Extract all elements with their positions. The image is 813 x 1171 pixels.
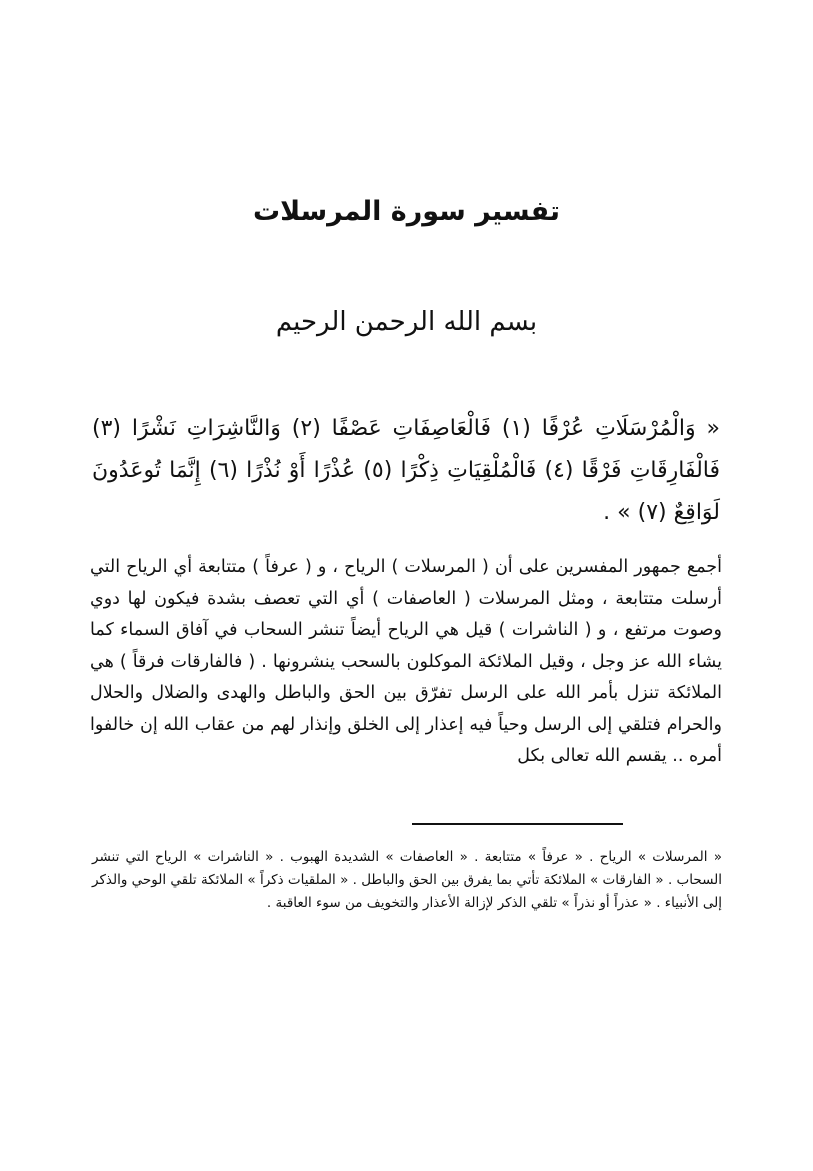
page-title: تفسير سورة المرسلات bbox=[252, 196, 561, 227]
footnote: « المرسلات » الرياح . « عرفاً » متتابعة . « العاصفات » الشديدة الهبوب . « الناشرات » الرياح التي تنشر السحاب . « الفارقات » الملائكة تأتي بما يفرق بين الحق والباطل . « الملقيات ذكراً » الملائكة تلقي الوحي والذكر إلى الأنبياء . « عذراً أو نذراً » تلقي الذكر لإزالة الأعذار والتخويف من سوء العاقبة . bbox=[92, 849, 722, 911]
footnote-separator bbox=[412, 823, 623, 825]
commentary-paragraph: أجمع جمهور المفسرين على أن ( المرسلات ) الرياح ، و ( عرفاً ) متتابعة أي الرياح التي أرسلت متتابعة ، ومثل المرسلات ( العاصفات ) أي التي تعصف بشدة فيكون لها دوي وصوت مرتفع ، و ( الناشرات ) قيل هي الرياح أيضاً تنشر السحاب في آفاق السماء كما يشاء الله عز وجل ، وقيل الملائكة الموكلون بالسحب ينشرونها . ( فالفارقات فرقاً ) هي الملائكة تنزل بأمر الله على الرسل تفرّق بين الحق والباطل والهدى والضلال والحلال والحرام فتلقي إلى الرسل وحياً فيه إعذار إلى الخلق وإنذار لهم من عقاب الله إن خالفوا أمره .. يقسم الله تعالى بكل bbox=[90, 557, 722, 766]
quran-verses: « وَالْمُرْسَلَاتِ عُرْفًا (١) فَالْعَاصِفَاتِ عَصْفًا (٢) وَالنَّاشِرَاتِ نَشْرًا (٣) فَالْفَارِقَاتِ فَرْقًا (٤) فَالْمُلْقِيَاتِ ذِكْرًا (٥) عُذْرًا أَوْ نُذْرًا (٦) إِنَّمَا تُوعَدُونَ لَوَاقِعٌ (٧) » . bbox=[92, 416, 721, 525]
basmala: بسم الله الرحمن الرحيم bbox=[275, 307, 538, 337]
